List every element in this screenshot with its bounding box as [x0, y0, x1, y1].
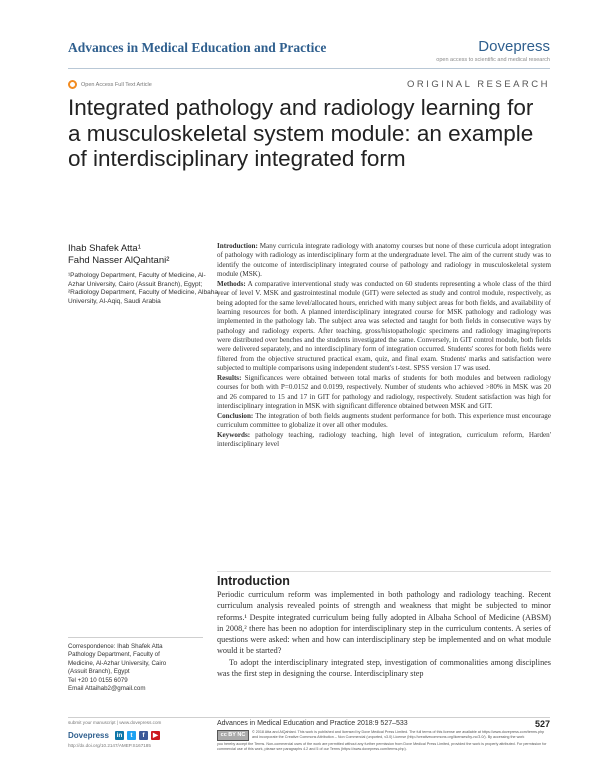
abstract-methods-label: Methods:: [217, 279, 246, 288]
affiliations: ¹Pathology Department, Faculty of Medicine, Al-Azhar University, Cairo (Assuit Branch), Egypt; ²Radiology Department, Faculty of Medicine, Albaha University, Al-Aqiq, Saudi Arabia: [68, 272, 218, 305]
abstract-keywords: [217, 431, 551, 450]
abstract-intro-label: Introduction:: [217, 242, 258, 250]
intro-paragraph-1: Periodic curriculum reform was implemented in both pathology and radiology teaching. Recent curriculum analysis revealed points of strength and weakness that might be subjected to minor reforms.¹ Despite integrated curriculum being fully adopted in Albaha School of Medicine (ABSM) in 2008,² there has been no adoption for interdisciplinary step in the curriculum contents. A series of questions were asked: when and how can interdisciplinary step be implemented and on what module would it be started?: [217, 590, 551, 656]
correspondence-tel: Tel +20 10 0155 6079: [68, 676, 128, 684]
abstract-conclusion-label: Conclusion:: [217, 411, 254, 420]
twitter-icon[interactable]: t: [127, 731, 136, 740]
abstract-methods-text: A comparative interventional study was conducted on 60 students representing a whole class of the third year of level V. MSK and gastrointestinal module (GIT) were selected as study and control module, respectively, as being adopted for the same level/allocated hours, enriched with many subject areas for both fields, and availability of learning resources for both. A planned interdisciplinary integrated course for MSK pathology and radiology was implemented in the pathology lab. The subject area was selected and taught for both fields in consecutive ways by pathology and radiology experts. After teaching, gross/histopathologic specimens and radiology imaging/reports were distributed over benches and the students investigated the same. Conversely, in GIT control module, both fields were delivered separately, and no interdisciplinary form of integration occurred. Students' scores for both fields were filtered from the objective structured practical exam, quiz, and final exam. Students' marks and satisfaction were subjected to multiple comparisons using independent student's t-test. SPSS version 17 was used.: [217, 279, 551, 372]
submit-manuscript-link[interactable]: submit your manuscript | www.dovepress.com: [68, 720, 162, 725]
abstract-results: [217, 374, 551, 411]
license-text: © 2018 Atta and AlQahtani. This work is published and licensed by Dove Medical Press Limited. The full terms of this license are available at https://www.dovepress.com/terms.php and incorporate the Creative Commons Attribution – Non Commercial (unported, v3.0) License (http://creativecommons.org/licenses/by-nc/3.0/). By accessing the work: [252, 730, 545, 739]
abstract-conclusion: [217, 412, 551, 431]
author-1: Ihab Shafek Atta¹: [68, 243, 141, 254]
doi-link[interactable]: http://dx.doi.org/10.2147/AMEP.S167185: [68, 743, 151, 748]
section-heading-introduction: Introduction: [217, 574, 290, 588]
creative-commons-icon[interactable]: cc BY NC: [217, 730, 249, 741]
intro-divider: [217, 571, 551, 572]
publisher-tagline: open access to scientific and medical research: [436, 57, 550, 63]
correspondence-divider: [68, 637, 203, 638]
introduction-body: [217, 589, 551, 679]
citation-line: Advances in Medical Education and Practice 2018:9 527–533: [217, 720, 408, 727]
abstract-results-label: Results:: [217, 373, 242, 382]
author-list: [68, 243, 218, 267]
page-number: 527: [534, 719, 550, 729]
abstract: [217, 242, 551, 450]
social-icons: [115, 731, 160, 740]
abstract-conclusion-text: The integration of both fields augments student performance for both. This experience must encourage curriculum committee to globalize it over all other modules.: [217, 411, 551, 430]
header-divider: [68, 68, 550, 69]
youtube-icon[interactable]: ▶: [153, 732, 158, 739]
correspondence-block: [68, 643, 218, 693]
keywords-label: Keywords:: [217, 430, 251, 439]
journal-name: Advances in Medical Education and Practice: [68, 40, 327, 55]
correspondence-dept: Pathology Department, Faculty of: [68, 651, 160, 659]
abstract-intro-text: Many curricula integrate radiology with anatomy courses but none of these curricula adopt integration of pathology with radiology as interdisciplinary form at the undergraduate level. The aim of the current study was to identify the outcome of interdisciplinary integrated course of pathology and radiology in musculoskeletal system module (MSK).: [217, 242, 551, 279]
keywords-text: pathology teaching, radiology teaching, high level of integration, curriculum reform, Harden' interdisciplinary level: [217, 430, 551, 449]
article-type: ORIGINAL RESEARCH: [407, 79, 550, 90]
facebook-icon[interactable]: f: [139, 731, 148, 740]
author-2: Fahd Nasser AlQahtani²: [68, 255, 170, 266]
open-access-text: Open Access Full Text Article: [81, 81, 152, 88]
correspondence-name: Correspondence: Ihab Shafek Atta: [68, 643, 163, 650]
abstract-results-text: Significances were obtained between total marks of students for both modules and between radiology courses for both with P=0.0152 and 0.0199, respectively. Number of students who achieved >80% in MSK was 20 and 26 compared to 15 and 17 in GIT for pathology and radiology, respectively. Student satisfaction was high for interdisciplinary integration in MSK with significant difference obtained between MSK and GIT.: [217, 373, 551, 410]
open-access-label: [68, 80, 152, 89]
correspondence-inst: Medicine, Al-Azhar University, Cairo: [68, 659, 167, 667]
footer-divider: [68, 717, 550, 718]
publisher-logo[interactable]: Dovepress: [478, 38, 550, 55]
license-text-continued: you hereby accept the Terms. Non-commercial uses of the work are permitted without any further permission from Dove Medical Press Limited, provided the work is properly attributed. For permission for commercial use of this work, please see paragraphs 4.2 and 5 of our Terms (https://www.dovepress.com/terms.php).: [217, 742, 547, 751]
correspondence-branch: (Assuit Branch), Egypt: [68, 668, 130, 676]
abstract-introduction: [217, 242, 551, 279]
linkedin-icon[interactable]: in: [116, 732, 123, 739]
correspondence-email[interactable]: Email Attaihab2@gmail.com: [68, 685, 146, 693]
intro-paragraph-2: To adopt the interdisciplinary integrated step, investigation of commonalities among disciplines was the first step in designing the course. Interdisciplinary step: [217, 657, 551, 679]
footer-publisher-logo[interactable]: Dovepress: [68, 731, 109, 740]
open-access-icon: [68, 80, 77, 89]
article-title: Integrated pathology and radiology learning for a musculoskeletal system module: an example of interdisciplinary integrated form: [68, 95, 534, 171]
abstract-methods: [217, 280, 551, 373]
